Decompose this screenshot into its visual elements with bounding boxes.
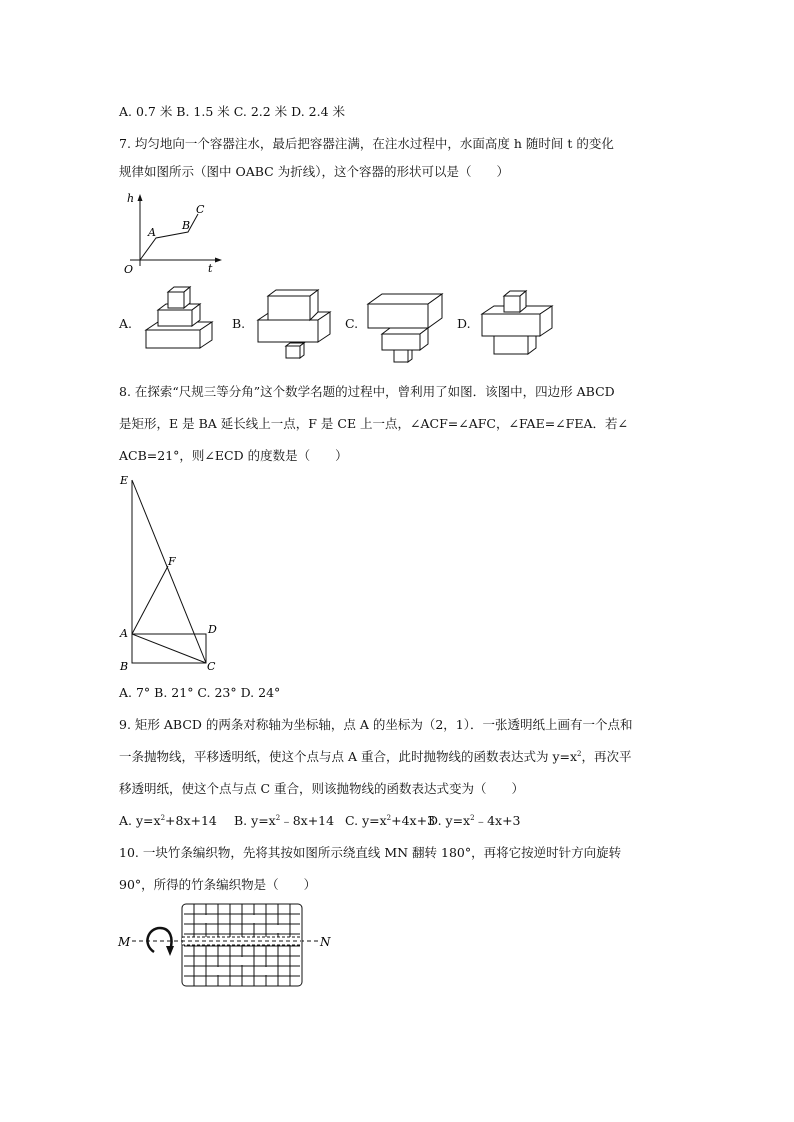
q9-option-b: B. $y=x^2﹣8x+14$	[234, 813, 335, 828]
q7-option-a-container	[138, 282, 220, 362]
label-f: F	[168, 555, 176, 568]
label-b: B	[120, 660, 129, 673]
q7-option-a-label: A.	[119, 316, 133, 331]
q10-bamboo-weave-figure	[114, 900, 334, 992]
q7-text-line1: 7. 均匀地向一个容器注水，最后把容器注满，在注水过程中，水面高度 h 随时间 t 的变化	[119, 136, 614, 151]
label-a: A	[120, 627, 128, 640]
line-ec	[132, 480, 206, 663]
graph-label-h: h	[127, 192, 135, 205]
q8-rectangle-figure	[112, 468, 232, 673]
q7-option-b-container	[252, 282, 334, 364]
highlighted-strip	[182, 937, 302, 945]
q7-option-c-label: C.	[345, 316, 359, 331]
graph-label-a: A	[148, 226, 156, 239]
q7-option-c-container	[364, 282, 446, 364]
line-af	[132, 566, 168, 634]
graph-label-c: C	[196, 203, 205, 216]
label-m: M	[118, 935, 131, 949]
q9-option-a: A. $y=x^2+8x+14$	[119, 813, 217, 828]
label-c: C	[207, 660, 216, 673]
q9-text-line3: 移透明纸，使这个点与点 C 重合，则该抛物线的函数表达式变为（ ）	[119, 781, 525, 796]
graph-label-b: B	[182, 219, 191, 232]
graph-label-o: O	[124, 263, 134, 276]
flip-arrowhead-icon	[166, 946, 174, 956]
q9-text-line1: 9. 矩形 ABCD 的两条对称轴为坐标轴，点 A 的坐标为（2，1）．一张透明纸上画有一个点和	[119, 717, 633, 732]
q7-option-b-label: B.	[232, 316, 246, 331]
q8-text-line2: 是矩形，E 是 BA 延长线上一点，F 是 CE 上一点，∠ACF=∠AFC，∠FAE=∠FEA．若∠	[119, 416, 628, 431]
graph-label-t: t	[208, 262, 213, 275]
q9-text-line2: 一条抛物线，平移透明纸，使这个点与点 A 重合，此时抛物线的函数表达式为 $y=x^2$，再次平	[119, 749, 632, 764]
line-ac	[132, 634, 206, 663]
label-n: N	[320, 935, 331, 949]
label-d: D	[208, 623, 217, 636]
h-axis-arrow	[138, 194, 143, 201]
q8-options: A. 7° B. 21° C. 23° D. 24°	[119, 685, 281, 700]
q6-options: A. 0.7 米 B. 1.5 米 C. 2.2 米 D. 2.4 米	[119, 104, 346, 119]
label-e: E	[120, 474, 129, 487]
q8-text-line3: ACB=21°，则∠ECD 的度数是（ ）	[119, 448, 348, 463]
q9-option-c: C. $y=x^2+4x+3$	[345, 813, 436, 828]
q7-option-d-label: D.	[457, 316, 471, 331]
q7-height-time-graph	[118, 188, 228, 280]
t-axis-arrow	[215, 258, 222, 263]
q7-option-d-container	[476, 282, 558, 364]
q10-text-line1: 10. 一块竹条编织物，先将其按如图所示绕直线 MN 翻转 180°，再将它按逆时针方向旋转	[119, 845, 622, 860]
q9-option-d: D. $y=x^2﹣4x+3$	[428, 813, 521, 828]
q8-text-line1: 8. 在探索“尺规三等分角”这个数学名题的过程中，曾利用了如图．该图中，四边形 ABCD	[119, 384, 615, 399]
q7-text-line2: 规律如图所示（图中 OABC 为折线），这个容器的形状可以是（ ）	[119, 164, 509, 179]
q10-text-line2: 90°，所得的竹条编织物是（ ）	[119, 877, 317, 892]
